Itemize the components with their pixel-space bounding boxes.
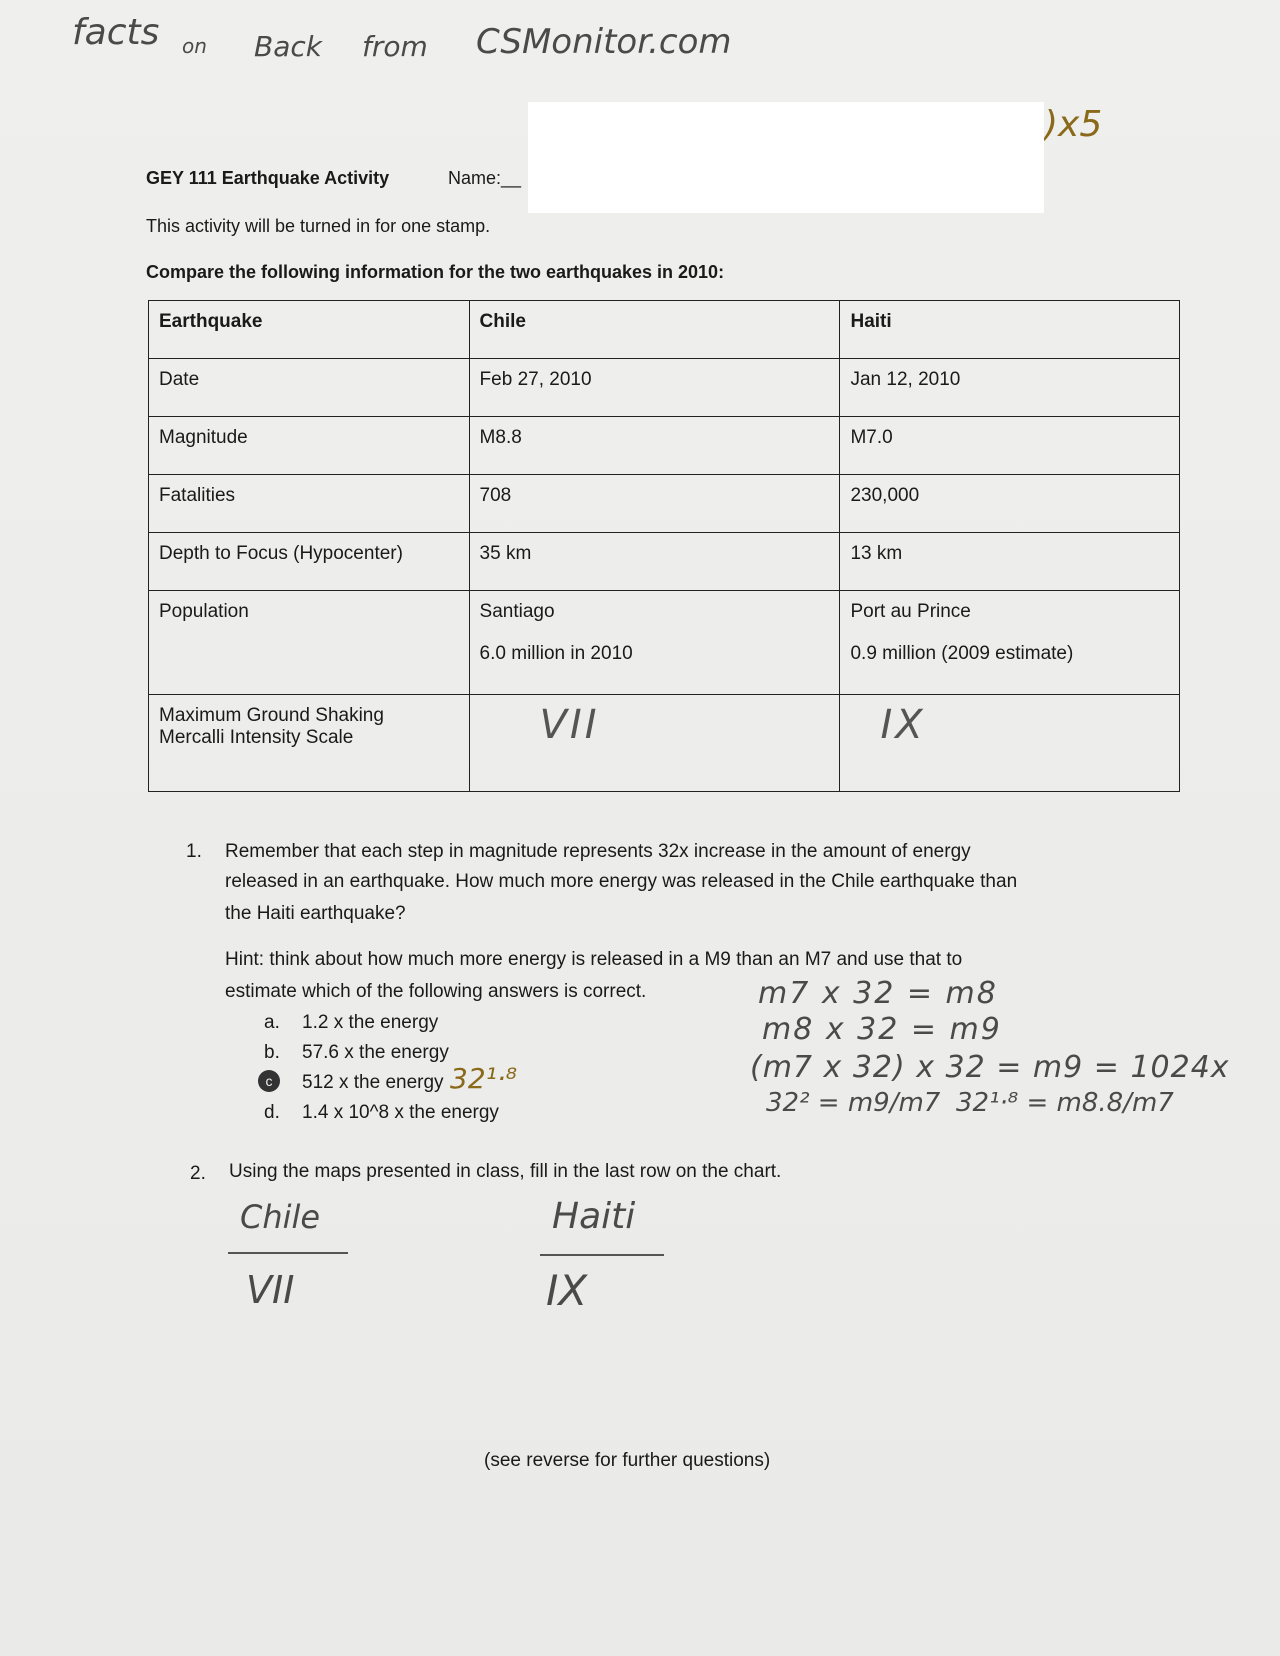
- option-d-letter: d.: [264, 1102, 280, 1123]
- question1-line2: released in an earthquake. How much more energy was released in the Chile earthquake than: [225, 871, 1018, 892]
- chile-date: Feb 27, 2010: [469, 359, 840, 417]
- option-c-handwritten-note: 32¹·⁸: [450, 1062, 517, 1095]
- chile-depth: 35 km: [469, 533, 840, 591]
- table-row: [149, 695, 1180, 792]
- haiti-intensity-value: IX: [880, 702, 926, 748]
- activity-title: GEY 111 Earthquake Activity: [146, 168, 390, 188]
- work-line4b: 32¹·⁸ = m8.8/m7: [956, 1088, 1174, 1118]
- row-label: Magnitude: [149, 417, 470, 475]
- chile-population: [469, 591, 840, 695]
- option-a-text: 1.2 x the energy: [302, 1012, 439, 1033]
- shaking-label: Maximum Ground Shaking: [159, 705, 384, 726]
- header-earthquake: Earthquake: [149, 301, 470, 359]
- row-label: Depth to Focus (Hypocenter): [149, 533, 470, 591]
- q2-haiti-label: Haiti: [552, 1196, 636, 1237]
- option-d-text: 1.4 x 10^8 x the energy: [302, 1102, 499, 1123]
- haiti-date: Jan 12, 2010: [840, 359, 1180, 417]
- chile-fatalities: 708: [469, 475, 840, 533]
- haiti-population-value: 0.9 million (2009 estimate): [850, 643, 1074, 664]
- haiti-city: Port au Prince: [850, 601, 971, 622]
- redacted-name-box: [528, 102, 1044, 213]
- handwritten-on: on: [182, 34, 207, 58]
- chile-intensity: [469, 695, 840, 792]
- haiti-magnitude: M7.0: [840, 417, 1180, 475]
- table-row: [149, 475, 1180, 533]
- stamp-note: This activity will be turned in for one stamp.: [146, 216, 491, 236]
- option-b-letter: b.: [264, 1042, 280, 1063]
- handwritten-site: CSMonitor.com: [476, 22, 732, 62]
- option-c-circled: c: [258, 1070, 280, 1092]
- handwritten-times-five: )x5: [1044, 104, 1103, 145]
- work-line3: (m7 x 32) x 32 = m9 = 1024x: [750, 1050, 1230, 1085]
- work-line4a: 32² = m9/m7: [766, 1088, 941, 1118]
- compare-prompt: Compare the following information for the two earthquakes in 2010:: [146, 262, 725, 282]
- q2-chile-value: VII: [246, 1268, 295, 1312]
- haiti-fatalities: 230,000: [840, 475, 1180, 533]
- earthquake-comparison-table: [148, 300, 1180, 792]
- header-chile: Chile: [469, 301, 840, 359]
- row-label: Population: [149, 591, 470, 695]
- question2-number: 2.: [190, 1163, 206, 1184]
- row-label: Fatalities: [149, 475, 470, 533]
- header-haiti: Haiti: [840, 301, 1180, 359]
- chile-intensity-value: VII: [539, 702, 600, 748]
- handwritten-back: Back: [254, 30, 322, 63]
- q2-chile-label: Chile: [240, 1198, 321, 1236]
- question2-text: Using the maps presented in class, fill in the last row on the chart.: [229, 1161, 782, 1182]
- chile-population-value: 6.0 million in 2010: [479, 643, 633, 664]
- name-label: Name:__: [448, 168, 522, 188]
- reverse-note: (see reverse for further questions): [484, 1450, 771, 1471]
- hint-line1: Hint: think about how much more energy is released in a M9 than an M7 and use that to: [225, 949, 963, 970]
- question1-line1: Remember that each step in magnitude represents 32x increase in the amount of energy: [225, 841, 971, 862]
- chile-city: Santiago: [479, 601, 555, 622]
- table-row: [149, 359, 1180, 417]
- table-row: [149, 591, 1180, 695]
- q2-haiti-underline: [540, 1254, 664, 1256]
- handwritten-from: from: [362, 30, 428, 63]
- mercalli-label: Mercalli Intensity Scale: [159, 727, 354, 748]
- option-b-text: 57.6 x the energy: [302, 1042, 449, 1063]
- row-label: [149, 695, 470, 792]
- work-line2: m8 x 32 = m9: [762, 1012, 1002, 1047]
- option-c-text: 512 x the energy: [302, 1072, 444, 1093]
- hint-line2: estimate which of the following answers is correct.: [225, 981, 647, 1002]
- q2-haiti-value: IX: [546, 1266, 588, 1315]
- handwritten-facts: facts: [72, 12, 160, 53]
- chile-magnitude: M8.8: [469, 417, 840, 475]
- option-c-letter: [258, 1070, 280, 1092]
- row-label: Date: [149, 359, 470, 417]
- option-a-letter: a.: [264, 1012, 280, 1033]
- table-row: [149, 533, 1180, 591]
- haiti-population: [840, 591, 1180, 695]
- table-row: [149, 417, 1180, 475]
- question1-line3: the Haiti earthquake?: [225, 903, 406, 924]
- table-header-row: [149, 301, 1180, 359]
- haiti-intensity: [840, 695, 1180, 792]
- haiti-depth: 13 km: [840, 533, 1180, 591]
- question1-number: 1.: [186, 841, 202, 862]
- q2-chile-underline: [228, 1252, 348, 1254]
- work-line1: m7 x 32 = m8: [758, 976, 998, 1011]
